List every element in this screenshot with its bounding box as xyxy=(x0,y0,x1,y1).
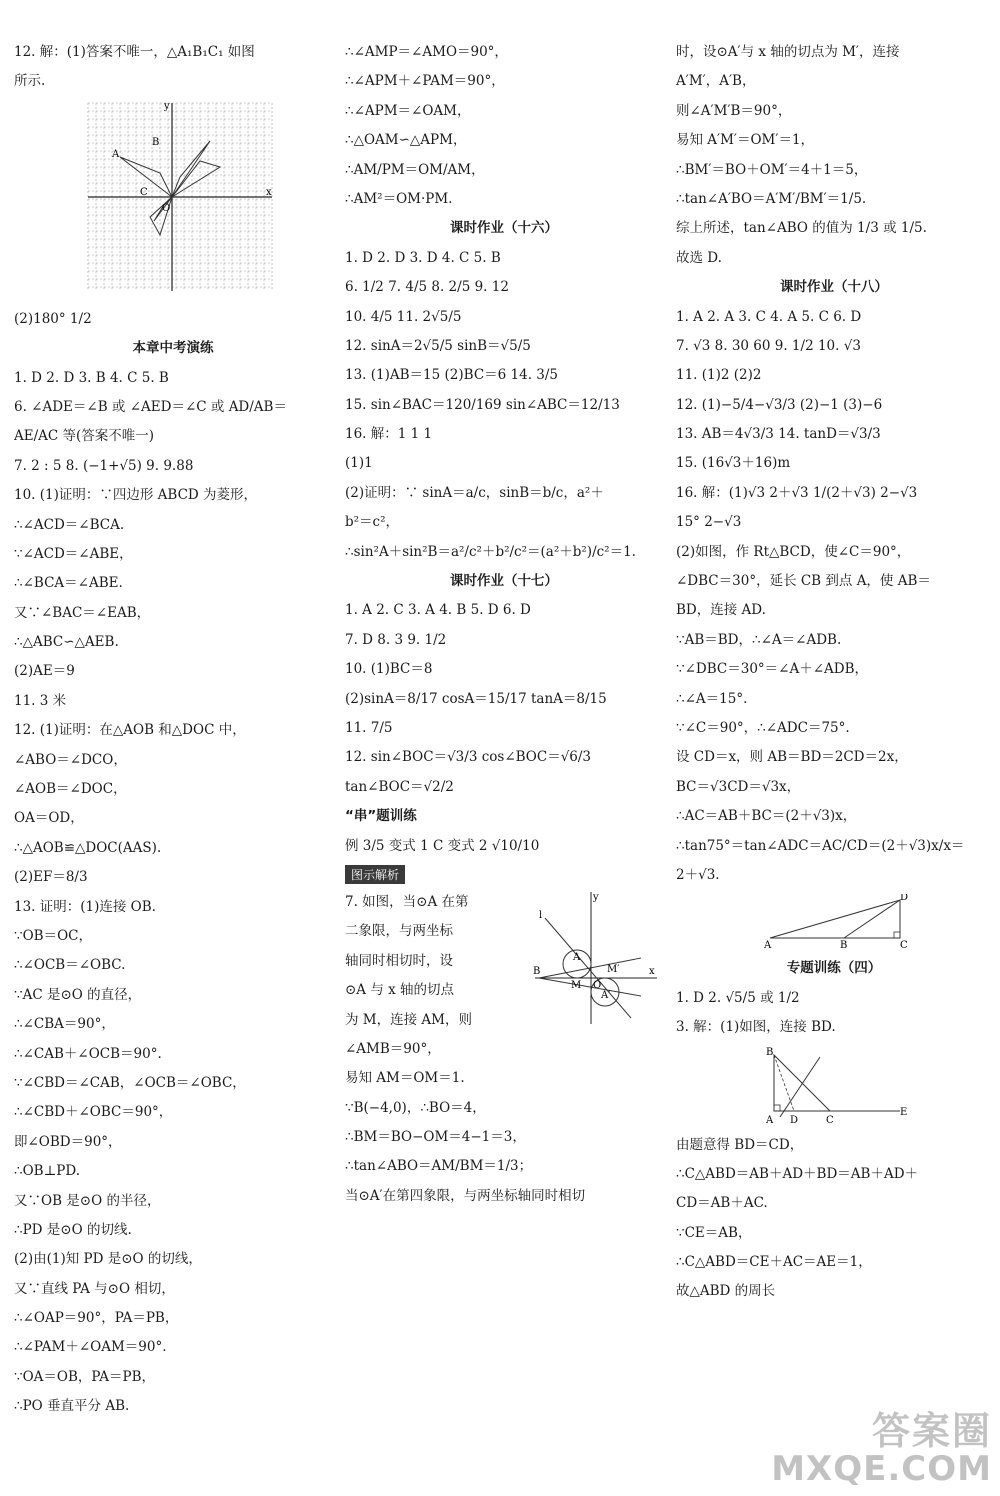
fig2-label-a: A xyxy=(766,1114,774,1126)
text-line: 即∠OBD＝90°， xyxy=(14,1133,122,1150)
fig-label-b: B xyxy=(533,965,541,977)
text-line: 13. (1)AB＝15 (2)BC＝6 14. 3/5 xyxy=(345,367,559,384)
text-line: 易知 AM＝OM＝1. xyxy=(345,1070,465,1087)
text-line: 7. 如图，当⊙A 在第 xyxy=(345,893,469,910)
text-line: 13. AB＝4√3/3 14. tanD＝√3/3 xyxy=(676,426,881,443)
text-line: 12. (1)证明：在△AOB 和△DOC 中， xyxy=(14,722,246,739)
text-line: 故△ABD 的周长 xyxy=(676,1283,776,1300)
c3-block2 xyxy=(676,303,992,891)
text-line: 则∠A′M′B＝90°， xyxy=(676,102,792,119)
text-line: ∠ABO＝∠DCO， xyxy=(14,751,127,768)
text-line: ∴PD 是⊙O 的切线. xyxy=(14,1221,132,1238)
text-line: 10. (1)BC＝8 xyxy=(345,661,433,678)
fig-label-l: l xyxy=(539,909,543,921)
text-line: 12. (1)−5/4−√3/3 (2)−1 (3)−6 xyxy=(676,396,883,413)
text-line: ∴AM²＝OM·PM. xyxy=(345,190,453,207)
fig-label-m-prime: M′ xyxy=(607,963,620,975)
c3-block4 xyxy=(676,1131,992,1307)
text-line: (2)sinA＝8/17 cosA＝15/17 tanA＝8/15 xyxy=(345,690,607,707)
c2-block1 xyxy=(345,38,663,214)
text-line: ∴∠A＝15°. xyxy=(676,690,748,707)
text-line: 轴同时相切时，设 xyxy=(345,952,453,969)
fig-label-x: x xyxy=(649,965,655,977)
fig2-label-e: E xyxy=(900,1106,908,1118)
tri-label-c: C xyxy=(900,940,908,951)
text-line: ∴tan∠A′BO＝A′M′/BM′＝1/5. xyxy=(676,190,867,207)
text-line: 当⊙A′在第四象限，与两坐标轴同时相切 xyxy=(345,1187,586,1204)
text-line: (2)AE＝9 xyxy=(14,663,75,680)
column-3 xyxy=(676,38,992,1307)
grid-label-o: O xyxy=(162,202,171,214)
c3-block1 xyxy=(676,38,992,273)
text-line: CD＝AB＋AC. xyxy=(676,1195,768,1212)
text-line: 11. (1)2 (2)2 xyxy=(676,367,762,384)
text-line: ∴∠OAP＝90°，PA＝PB， xyxy=(14,1310,179,1327)
text-line: 1. D 2. √5/5 或 1/2 xyxy=(676,989,800,1006)
text-line: tan∠BOC＝√2/2 xyxy=(345,778,454,795)
text-line: 7. 2 : 5 8. (−1+√5) 9. 9.88 xyxy=(14,457,194,474)
text-line: ∵AC 是⊙O 的直径， xyxy=(14,986,142,1003)
heading-lesson-17: 课时作业（十七） xyxy=(450,573,558,590)
text-line: 3. 解：(1)如图，连接 BD. xyxy=(676,1019,836,1036)
text-line: ∠DBC＝30°，延长 CB 到点 A，使 AB＝ xyxy=(676,573,931,590)
text-line: 例 3/5 变式 1 C 变式 2 √10/10 xyxy=(345,837,540,854)
text-line: 11. 3 米 xyxy=(14,692,67,709)
text-line: ∴∠AMP＝∠AMO＝90°， xyxy=(345,44,508,60)
text-line: A′M′，A′B， xyxy=(676,73,756,90)
text-line: ∴PO 垂直平分 AB. xyxy=(14,1398,130,1415)
text-line: 6. 1/2 7. 4/5 8. 2/5 9. 12 xyxy=(345,279,509,296)
text-line: 16. 解：(1)√3 2＋√3 1/(2＋√3) 2−√3 xyxy=(676,484,918,501)
text-line: ∴BM′＝BO＋OM′＝4＋1＝5， xyxy=(676,161,868,178)
grid-label-x: x xyxy=(266,186,272,198)
text-line: 10. 4/5 11. 2√5/5 xyxy=(345,308,462,325)
text-line: ∵AB＝BD，∴∠A＝∠ADB. xyxy=(676,631,842,648)
triangle-svg xyxy=(760,894,920,950)
text-line: ∴BM＝BO−OM＝4−1＝3， xyxy=(345,1129,526,1146)
text-line: 13. 证明：(1)连接 OB. xyxy=(14,898,156,915)
text-line: ∵∠CBD＝∠CAB，∠OCB＝∠OBC， xyxy=(14,1074,246,1091)
text-line: ∵∠DBC＝30°＝∠A＋∠ADB， xyxy=(676,661,869,678)
text-line: AE/AC 等(答案不唯一) xyxy=(14,428,155,445)
text-line: 综上所述，tan∠ABO 的值为 1/3 或 1/5. xyxy=(676,220,927,237)
text-line: ∠AMB＝90°， xyxy=(345,1040,441,1057)
fig-label-a-prime: A′ xyxy=(601,989,611,1001)
text-line: 12. sin∠BOC＝√3/3 cos∠BOC＝√6/3 xyxy=(345,749,592,766)
text-line: b²＝c²， xyxy=(345,514,400,531)
watermark-line1: 答案圈 xyxy=(871,1409,992,1454)
watermark-line2: MXQE.COM xyxy=(771,1449,992,1490)
text-line: ∴∠ACD＝∠BCA. xyxy=(14,516,125,533)
heading-lesson-18: 课时作业（十八） xyxy=(780,279,888,296)
text-line: 由题意得 BD＝CD， xyxy=(676,1136,804,1153)
text-line: ∴△AOB≌△DOC(AAS). xyxy=(14,839,162,856)
grid-label-c: C xyxy=(140,186,148,198)
fig2-label-d: D xyxy=(790,1114,799,1126)
text-line: 7. √3 8. 30 60 9. 1/2 10. √3 xyxy=(676,337,861,354)
heading-topic-4: 专题训练（四） xyxy=(786,960,882,977)
text-line: 又∵∠BAC＝∠EAB， xyxy=(14,604,151,621)
fig-label-o: O xyxy=(593,979,602,991)
text-line: ∴△OAM∽△APM， xyxy=(345,132,467,149)
text-line: 15. sin∠BAC＝120/169 sin∠ABC＝12/13 xyxy=(345,396,620,413)
text-line: (2)180° 1/2 xyxy=(14,310,92,327)
grid-label-a: A xyxy=(112,148,120,160)
text-line: 设 CD＝x，则 AB＝BD＝2CD＝2x， xyxy=(676,749,908,766)
text-line: OA＝OD， xyxy=(14,810,84,827)
column-1 xyxy=(14,38,332,1422)
text-line: ∴∠PAM＋∠OAM＝90°. xyxy=(14,1339,167,1356)
analysis-label: 图示解析 xyxy=(345,865,405,884)
text-line: ∴∠BCA＝∠ABE. xyxy=(14,575,123,592)
heading-lesson-16: 课时作业（十六） xyxy=(450,220,558,237)
grid-svg xyxy=(80,101,280,297)
fig-label-y: y xyxy=(593,891,599,903)
text-line: 1. A 2. A 3. C 4. A 5. C 6. D xyxy=(676,308,862,325)
text-line: ∴△ABC∽△AEB. xyxy=(14,634,119,651)
text-line: ∴AM/PM＝OM/AM， xyxy=(345,161,485,178)
text-line: 1. A 2. C 3. A 4. B 5. D 6. D xyxy=(345,602,531,619)
heading-chuan-training: “串”题训练 xyxy=(345,808,417,825)
c1-block2 xyxy=(14,305,332,334)
text-line: BC＝√3CD＝√3x， xyxy=(676,778,801,795)
grid-label-y: y xyxy=(164,100,170,112)
tri-label-a: A xyxy=(764,940,772,951)
text-line: ∵B(−4,0)，∴BO＝4， xyxy=(345,1099,486,1116)
text-line: 11. 7/5 xyxy=(345,719,393,736)
tri-label-b: B xyxy=(840,940,848,951)
text-line: 为 M，连接 AM，则 xyxy=(345,1011,472,1028)
fig2-label-b: B xyxy=(766,1046,774,1058)
text-line: ∴∠CAB＋∠OCB＝90°. xyxy=(14,1045,162,1062)
text-line: ∵OB＝OC， xyxy=(14,927,92,944)
text-line: 故选 D. xyxy=(676,249,722,266)
text-line: 又∵直线 PA 与⊙O 相切， xyxy=(14,1280,175,1297)
coordinate-grid-figure xyxy=(14,101,332,301)
text-line: 2＋√3. xyxy=(676,866,720,883)
text-line: (2)证明：∵ sinA＝a/c，sinB＝b/c，a²＋ xyxy=(345,484,604,501)
text-line: ∵∠ACD＝∠ABE， xyxy=(14,545,133,562)
text-line: (1)1 xyxy=(345,455,373,472)
text-line: 易知 A′M′＝OM′＝1， xyxy=(676,132,815,149)
text-line: 15° 2−√3 xyxy=(676,514,742,531)
text-line: ∴C△ABD＝CE＋AC＝AE＝1， xyxy=(676,1254,872,1271)
text-line: 12. 解：(1)答案不唯一，△A₁B₁C₁ 如图 xyxy=(14,44,255,60)
text-line: (2)如图，作 Rt△BCD，使∠C＝90°， xyxy=(676,543,911,560)
c1-block1 xyxy=(14,38,332,97)
text-line: 二象限，与两坐标 xyxy=(345,923,453,940)
text-line: ∴∠APM＝∠OAM， xyxy=(345,102,471,119)
text-line: ∴OB⊥PD. xyxy=(14,1163,80,1180)
text-line: 10. (1)证明：∵四边形 ABCD 为菱形， xyxy=(14,487,258,504)
fig-label-m: M xyxy=(571,979,582,991)
text-line: 1. D 2. D 3. D 4. C 5. B xyxy=(345,249,501,266)
tri-label-d: D xyxy=(900,894,909,904)
text-line: ∴∠CBA＝90°， xyxy=(14,1016,115,1033)
text-line: ∵CE＝AB， xyxy=(676,1224,752,1241)
fig2-label-c: C xyxy=(826,1114,834,1126)
text-line: 7. D 8. 3 9. 1/2 xyxy=(345,631,447,648)
grid-label-b: B xyxy=(152,136,160,148)
text-line: (2)由(1)知 PD 是⊙O 的切线， xyxy=(14,1251,202,1268)
c3-block3 xyxy=(676,984,992,1043)
text-line: 6. ∠ADE＝∠B 或 ∠AED＝∠C 或 AD/AB＝ xyxy=(14,398,287,415)
fig-label-a: A xyxy=(573,951,581,963)
text-line: BD，连接 AD. xyxy=(676,602,766,619)
heading-chapter-exam: 本章中考演练 xyxy=(132,340,214,357)
text-line: ∴tan75°＝tan∠ADC＝AC/CD＝(2＋√3)x/x＝ xyxy=(676,837,965,854)
c2-block3 xyxy=(345,596,663,802)
column-2 xyxy=(345,38,663,1211)
text-line: ⊙A 与 x 轴的切点 xyxy=(345,982,455,999)
text-line: 又∵OB 是⊙O 的半径， xyxy=(14,1192,161,1209)
text-line: 时，设⊙A′与 x 轴的切点为 M′，连接 xyxy=(676,44,900,60)
site-watermark xyxy=(771,1409,992,1490)
text-line: 1. D 2. D 3. B 4. C 5. B xyxy=(14,369,169,386)
c2-block4 xyxy=(345,832,663,861)
triangle2-svg xyxy=(760,1047,910,1127)
text-line: 所示. xyxy=(14,73,46,90)
text-line: 16. 解：1 1 1 xyxy=(345,426,433,443)
text-line: ∴AC＝AB＋BC＝(2＋√3)x， xyxy=(676,808,857,825)
text-line: 12. sinA＝2√5/5 sinB＝√5/5 xyxy=(345,337,531,354)
text-line: ∴tan∠ABO＝AM/BM＝1/3； xyxy=(345,1158,533,1175)
triangle-bd-figure xyxy=(676,1047,992,1127)
text-line: (2)EF＝8/3 xyxy=(14,869,88,886)
tangent-circle-figure xyxy=(531,888,661,1028)
text-line: ∵∠C＝90°，∴∠ADC＝75°. xyxy=(676,719,850,736)
text-line: ∴sin²A＋sin²B＝a²/c²＋b²/c²＝(a²＋b²)/c²＝1. xyxy=(345,543,636,560)
text-line: ∴∠OCB＝∠OBC. xyxy=(14,957,126,974)
text-line: ∠AOB＝∠DOC， xyxy=(14,781,127,798)
text-line: 15. (16√3＋16)m xyxy=(676,455,791,472)
text-line: ∴∠APM＋∠PAM＝90°， xyxy=(345,73,505,90)
text-line: ∴∠CBD＋∠OBC＝90°， xyxy=(14,1104,173,1121)
text-line: ∵OA＝OB，PA＝PB， xyxy=(14,1368,155,1385)
text-line: ∴C△ABD＝AB＋AD＋BD＝AB＋AD＋ xyxy=(676,1165,919,1182)
c2-block2 xyxy=(345,244,663,567)
right-triangle-figure xyxy=(676,894,992,950)
c1-block3 xyxy=(14,364,332,1422)
